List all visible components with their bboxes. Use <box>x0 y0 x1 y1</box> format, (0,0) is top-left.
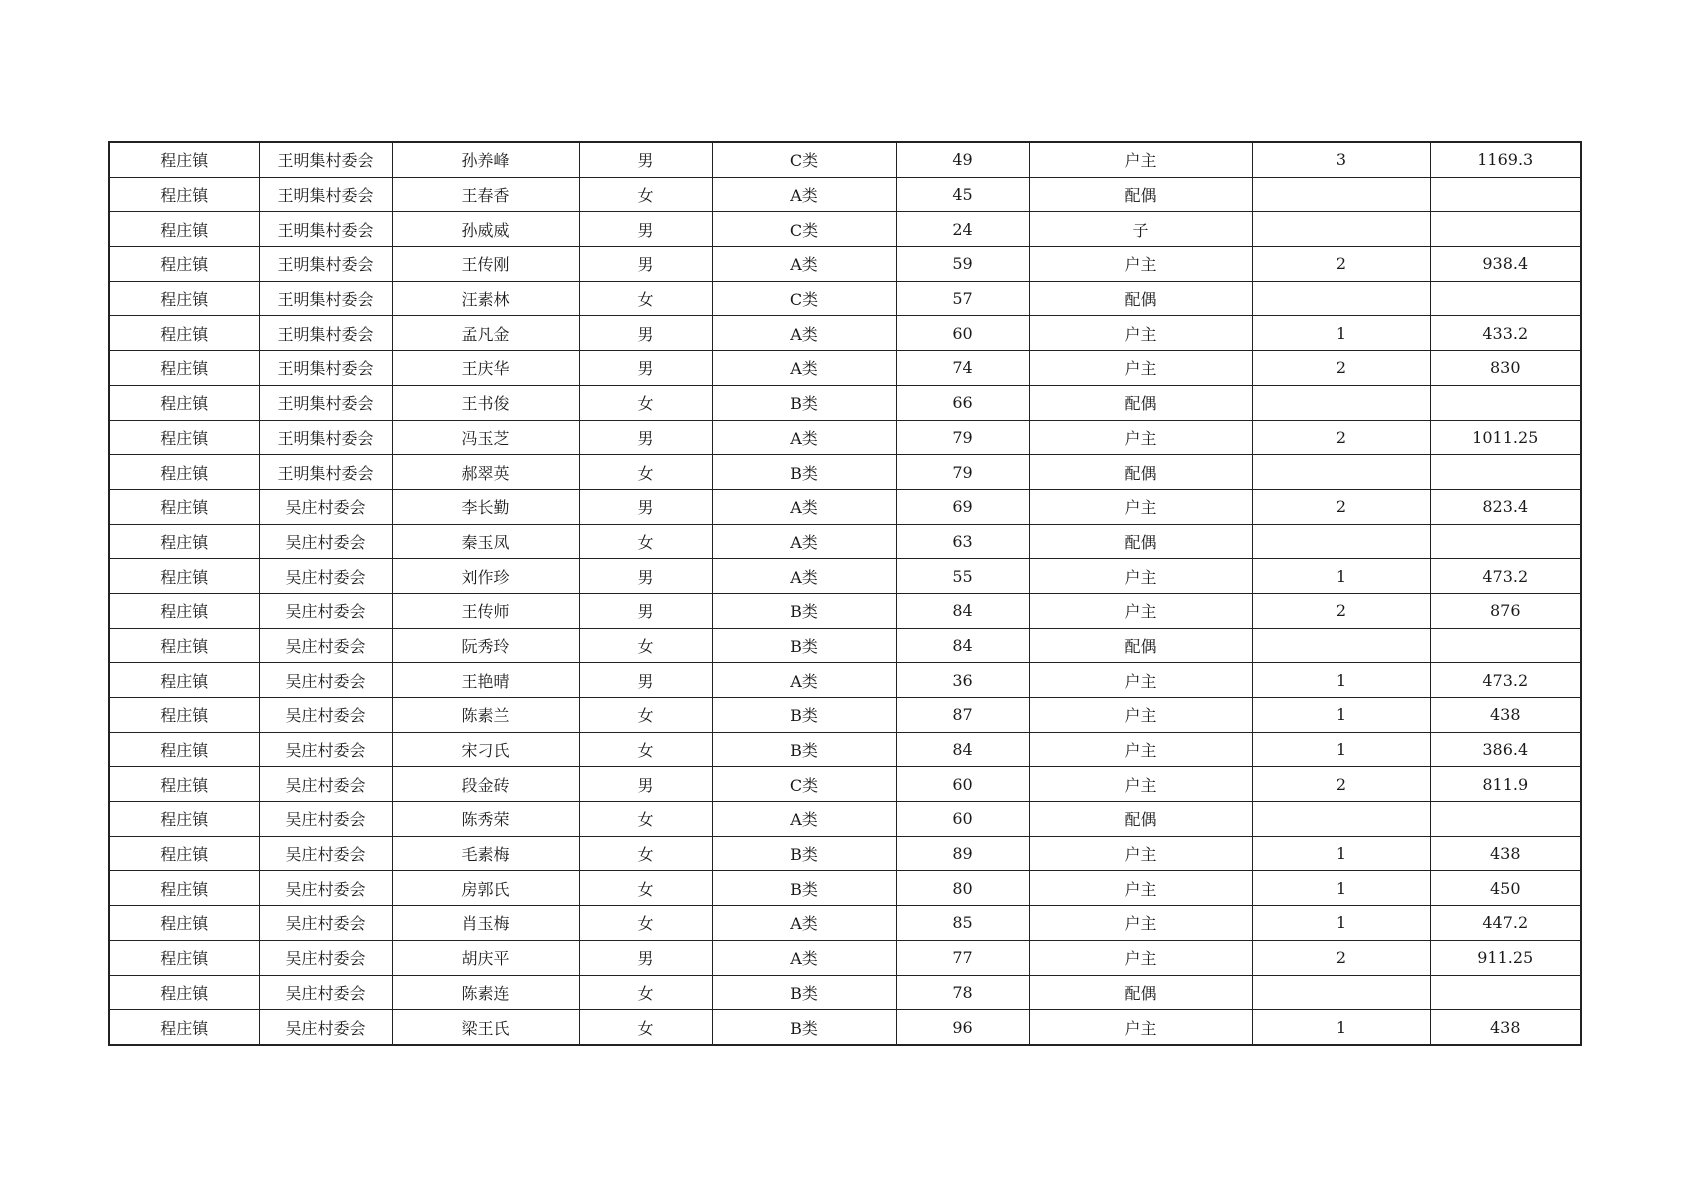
household-size-cell: 1 <box>1252 1010 1430 1045</box>
gender-cell: 男 <box>579 247 712 282</box>
name-cell: 王艳晴 <box>392 663 579 698</box>
age-cell: 84 <box>896 732 1029 767</box>
table-row <box>109 975 1581 1010</box>
category-cell: B类 <box>712 698 896 733</box>
amount-cell <box>1430 802 1581 837</box>
name-cell: 毛素梅 <box>392 836 579 871</box>
amount-cell: 823.4 <box>1430 489 1581 524</box>
relation-cell: 配偶 <box>1029 802 1252 837</box>
relation-cell: 户主 <box>1029 836 1252 871</box>
household-size-cell: 2 <box>1252 593 1430 628</box>
relation-cell: 户主 <box>1029 940 1252 975</box>
category-cell: A类 <box>712 247 896 282</box>
table-row <box>109 247 1581 282</box>
name-cell: 李长勤 <box>392 489 579 524</box>
amount-cell: 450 <box>1430 871 1581 906</box>
village-cell: 王明集村委会 <box>259 351 392 386</box>
amount-cell <box>1430 212 1581 247</box>
age-cell: 55 <box>896 559 1029 594</box>
household-size-cell <box>1252 177 1430 212</box>
category-cell: A类 <box>712 316 896 351</box>
town-cell: 程庄镇 <box>109 906 259 941</box>
village-cell: 吴庄村委会 <box>259 698 392 733</box>
name-cell: 梁王氏 <box>392 1010 579 1045</box>
age-cell: 77 <box>896 940 1029 975</box>
gender-cell: 女 <box>579 524 712 559</box>
name-cell: 刘作珍 <box>392 559 579 594</box>
town-cell: 程庄镇 <box>109 177 259 212</box>
household-size-cell: 2 <box>1252 351 1430 386</box>
age-cell: 85 <box>896 906 1029 941</box>
age-cell: 96 <box>896 1010 1029 1045</box>
table-row <box>109 212 1581 247</box>
household-size-cell: 1 <box>1252 663 1430 698</box>
amount-cell: 811.9 <box>1430 767 1581 802</box>
village-cell: 吴庄村委会 <box>259 663 392 698</box>
relation-cell: 户主 <box>1029 351 1252 386</box>
table-row <box>109 698 1581 733</box>
town-cell: 程庄镇 <box>109 698 259 733</box>
town-cell: 程庄镇 <box>109 489 259 524</box>
name-cell: 王书俊 <box>392 385 579 420</box>
household-size-cell: 2 <box>1252 247 1430 282</box>
name-cell: 陈素兰 <box>392 698 579 733</box>
name-cell: 肖玉梅 <box>392 906 579 941</box>
gender-cell: 女 <box>579 698 712 733</box>
age-cell: 89 <box>896 836 1029 871</box>
category-cell: B类 <box>712 732 896 767</box>
relation-cell: 户主 <box>1029 663 1252 698</box>
category-cell: A类 <box>712 559 896 594</box>
gender-cell: 男 <box>579 593 712 628</box>
name-cell: 宋刁氏 <box>392 732 579 767</box>
relation-cell: 子 <box>1029 212 1252 247</box>
relation-cell: 户主 <box>1029 142 1252 177</box>
town-cell: 程庄镇 <box>109 593 259 628</box>
table-row <box>109 420 1581 455</box>
name-cell: 陈素连 <box>392 975 579 1010</box>
table-row <box>109 142 1581 177</box>
relation-cell: 配偶 <box>1029 455 1252 490</box>
village-cell: 吴庄村委会 <box>259 802 392 837</box>
category-cell: B类 <box>712 975 896 1010</box>
table-body <box>109 142 1581 1045</box>
age-cell: 60 <box>896 767 1029 802</box>
household-size-cell: 2 <box>1252 420 1430 455</box>
document-sheet <box>108 141 1582 1046</box>
age-cell: 45 <box>896 177 1029 212</box>
town-cell: 程庄镇 <box>109 732 259 767</box>
village-cell: 吴庄村委会 <box>259 767 392 802</box>
name-cell: 孙威威 <box>392 212 579 247</box>
amount-cell: 447.2 <box>1430 906 1581 941</box>
name-cell: 王庆华 <box>392 351 579 386</box>
gender-cell: 男 <box>579 212 712 247</box>
age-cell: 78 <box>896 975 1029 1010</box>
relation-cell: 配偶 <box>1029 975 1252 1010</box>
age-cell: 60 <box>896 316 1029 351</box>
household-size-cell: 2 <box>1252 489 1430 524</box>
town-cell: 程庄镇 <box>109 212 259 247</box>
table-row <box>109 177 1581 212</box>
town-cell: 程庄镇 <box>109 663 259 698</box>
village-cell: 王明集村委会 <box>259 316 392 351</box>
amount-cell: 438 <box>1430 1010 1581 1045</box>
name-cell: 阮秀玲 <box>392 628 579 663</box>
amount-cell: 473.2 <box>1430 559 1581 594</box>
village-cell: 王明集村委会 <box>259 385 392 420</box>
name-cell: 王春香 <box>392 177 579 212</box>
table-row <box>109 385 1581 420</box>
amount-cell: 473.2 <box>1430 663 1581 698</box>
gender-cell: 男 <box>579 489 712 524</box>
town-cell: 程庄镇 <box>109 524 259 559</box>
name-cell: 冯玉芝 <box>392 420 579 455</box>
village-cell: 吴庄村委会 <box>259 628 392 663</box>
category-cell: A类 <box>712 489 896 524</box>
name-cell: 房郭氏 <box>392 871 579 906</box>
amount-cell: 876 <box>1430 593 1581 628</box>
table-row <box>109 836 1581 871</box>
category-cell: B类 <box>712 593 896 628</box>
age-cell: 66 <box>896 385 1029 420</box>
amount-cell <box>1430 455 1581 490</box>
age-cell: 69 <box>896 489 1029 524</box>
gender-cell: 女 <box>579 628 712 663</box>
table-row <box>109 767 1581 802</box>
age-cell: 57 <box>896 281 1029 316</box>
village-cell: 吴庄村委会 <box>259 836 392 871</box>
town-cell: 程庄镇 <box>109 767 259 802</box>
table-row <box>109 455 1581 490</box>
name-cell: 秦玉凤 <box>392 524 579 559</box>
relation-cell: 户主 <box>1029 593 1252 628</box>
category-cell: A类 <box>712 940 896 975</box>
category-cell: A类 <box>712 420 896 455</box>
table-row <box>109 489 1581 524</box>
amount-cell <box>1430 628 1581 663</box>
gender-cell: 女 <box>579 455 712 490</box>
table-row <box>109 316 1581 351</box>
amount-cell <box>1430 385 1581 420</box>
table-row <box>109 871 1581 906</box>
table-row <box>109 906 1581 941</box>
gender-cell: 女 <box>579 1010 712 1045</box>
relation-cell: 配偶 <box>1029 281 1252 316</box>
village-cell: 王明集村委会 <box>259 177 392 212</box>
village-cell: 吴庄村委会 <box>259 593 392 628</box>
gender-cell: 男 <box>579 142 712 177</box>
relation-cell: 户主 <box>1029 698 1252 733</box>
age-cell: 87 <box>896 698 1029 733</box>
town-cell: 程庄镇 <box>109 1010 259 1045</box>
age-cell: 80 <box>896 871 1029 906</box>
table-row <box>109 559 1581 594</box>
category-cell: B类 <box>712 871 896 906</box>
table-row <box>109 524 1581 559</box>
relation-cell: 配偶 <box>1029 177 1252 212</box>
household-size-cell: 3 <box>1252 142 1430 177</box>
town-cell: 程庄镇 <box>109 281 259 316</box>
town-cell: 程庄镇 <box>109 836 259 871</box>
town-cell: 程庄镇 <box>109 940 259 975</box>
table-row <box>109 940 1581 975</box>
amount-cell: 433.2 <box>1430 316 1581 351</box>
gender-cell: 男 <box>579 559 712 594</box>
household-size-cell: 1 <box>1252 732 1430 767</box>
household-size-cell <box>1252 802 1430 837</box>
village-cell: 王明集村委会 <box>259 142 392 177</box>
age-cell: 59 <box>896 247 1029 282</box>
household-size-cell: 1 <box>1252 871 1430 906</box>
gender-cell: 男 <box>579 316 712 351</box>
gender-cell: 女 <box>579 177 712 212</box>
village-cell: 吴庄村委会 <box>259 871 392 906</box>
relation-cell: 户主 <box>1029 871 1252 906</box>
name-cell: 汪素林 <box>392 281 579 316</box>
household-size-cell: 1 <box>1252 836 1430 871</box>
village-cell: 吴庄村委会 <box>259 559 392 594</box>
village-cell: 吴庄村委会 <box>259 524 392 559</box>
relation-cell: 户主 <box>1029 489 1252 524</box>
household-size-cell: 1 <box>1252 559 1430 594</box>
age-cell: 49 <box>896 142 1029 177</box>
amount-cell: 386.4 <box>1430 732 1581 767</box>
gender-cell: 女 <box>579 802 712 837</box>
table-row <box>109 351 1581 386</box>
category-cell: C类 <box>712 142 896 177</box>
household-size-cell: 1 <box>1252 906 1430 941</box>
town-cell: 程庄镇 <box>109 420 259 455</box>
village-cell: 吴庄村委会 <box>259 975 392 1010</box>
relation-cell: 配偶 <box>1029 385 1252 420</box>
town-cell: 程庄镇 <box>109 975 259 1010</box>
gender-cell: 女 <box>579 836 712 871</box>
age-cell: 84 <box>896 628 1029 663</box>
relation-cell: 配偶 <box>1029 524 1252 559</box>
town-cell: 程庄镇 <box>109 455 259 490</box>
age-cell: 84 <box>896 593 1029 628</box>
village-cell: 吴庄村委会 <box>259 906 392 941</box>
household-size-cell <box>1252 628 1430 663</box>
age-cell: 74 <box>896 351 1029 386</box>
gender-cell: 女 <box>579 385 712 420</box>
name-cell: 胡庆平 <box>392 940 579 975</box>
category-cell: C类 <box>712 767 896 802</box>
data-table <box>108 141 1582 1046</box>
relation-cell: 户主 <box>1029 316 1252 351</box>
category-cell: A类 <box>712 177 896 212</box>
gender-cell: 男 <box>579 351 712 386</box>
village-cell: 吴庄村委会 <box>259 940 392 975</box>
amount-cell <box>1430 177 1581 212</box>
gender-cell: 男 <box>579 767 712 802</box>
table-row <box>109 593 1581 628</box>
household-size-cell: 2 <box>1252 767 1430 802</box>
amount-cell <box>1430 524 1581 559</box>
relation-cell: 户主 <box>1029 1010 1252 1045</box>
name-cell: 郝翠英 <box>392 455 579 490</box>
relation-cell: 户主 <box>1029 559 1252 594</box>
household-size-cell <box>1252 281 1430 316</box>
table-row <box>109 1010 1581 1045</box>
household-size-cell <box>1252 455 1430 490</box>
town-cell: 程庄镇 <box>109 142 259 177</box>
amount-cell: 1169.3 <box>1430 142 1581 177</box>
village-cell: 吴庄村委会 <box>259 489 392 524</box>
amount-cell: 911.25 <box>1430 940 1581 975</box>
town-cell: 程庄镇 <box>109 247 259 282</box>
household-size-cell: 1 <box>1252 698 1430 733</box>
name-cell: 段金砖 <box>392 767 579 802</box>
age-cell: 79 <box>896 420 1029 455</box>
amount-cell <box>1430 281 1581 316</box>
village-cell: 王明集村委会 <box>259 455 392 490</box>
gender-cell: 女 <box>579 906 712 941</box>
category-cell: C类 <box>712 281 896 316</box>
household-size-cell <box>1252 524 1430 559</box>
amount-cell: 438 <box>1430 836 1581 871</box>
town-cell: 程庄镇 <box>109 385 259 420</box>
relation-cell: 户主 <box>1029 906 1252 941</box>
amount-cell: 438 <box>1430 698 1581 733</box>
household-size-cell: 2 <box>1252 940 1430 975</box>
town-cell: 程庄镇 <box>109 351 259 386</box>
name-cell: 王传刚 <box>392 247 579 282</box>
age-cell: 36 <box>896 663 1029 698</box>
village-cell: 吴庄村委会 <box>259 1010 392 1045</box>
name-cell: 孟凡金 <box>392 316 579 351</box>
category-cell: A类 <box>712 663 896 698</box>
relation-cell: 配偶 <box>1029 628 1252 663</box>
category-cell: A类 <box>712 906 896 941</box>
gender-cell: 女 <box>579 732 712 767</box>
village-cell: 吴庄村委会 <box>259 732 392 767</box>
town-cell: 程庄镇 <box>109 802 259 837</box>
table-row <box>109 663 1581 698</box>
category-cell: B类 <box>712 836 896 871</box>
gender-cell: 男 <box>579 420 712 455</box>
gender-cell: 女 <box>579 281 712 316</box>
category-cell: C类 <box>712 212 896 247</box>
relation-cell: 户主 <box>1029 420 1252 455</box>
gender-cell: 男 <box>579 940 712 975</box>
amount-cell: 1011.25 <box>1430 420 1581 455</box>
town-cell: 程庄镇 <box>109 871 259 906</box>
gender-cell: 男 <box>579 663 712 698</box>
household-size-cell <box>1252 975 1430 1010</box>
household-size-cell <box>1252 385 1430 420</box>
category-cell: B类 <box>712 1010 896 1045</box>
table-row <box>109 732 1581 767</box>
table-row <box>109 802 1581 837</box>
name-cell: 王传师 <box>392 593 579 628</box>
household-size-cell <box>1252 212 1430 247</box>
table-row <box>109 281 1581 316</box>
category-cell: B类 <box>712 455 896 490</box>
name-cell: 孙养峰 <box>392 142 579 177</box>
amount-cell: 938.4 <box>1430 247 1581 282</box>
age-cell: 24 <box>896 212 1029 247</box>
town-cell: 程庄镇 <box>109 628 259 663</box>
amount-cell <box>1430 975 1581 1010</box>
village-cell: 王明集村委会 <box>259 247 392 282</box>
town-cell: 程庄镇 <box>109 316 259 351</box>
town-cell: 程庄镇 <box>109 559 259 594</box>
gender-cell: 女 <box>579 975 712 1010</box>
age-cell: 60 <box>896 802 1029 837</box>
category-cell: A类 <box>712 524 896 559</box>
name-cell: 陈秀荣 <box>392 802 579 837</box>
relation-cell: 户主 <box>1029 247 1252 282</box>
amount-cell: 830 <box>1430 351 1581 386</box>
village-cell: 王明集村委会 <box>259 281 392 316</box>
household-size-cell: 1 <box>1252 316 1430 351</box>
relation-cell: 户主 <box>1029 767 1252 802</box>
table-row <box>109 628 1581 663</box>
category-cell: B类 <box>712 628 896 663</box>
age-cell: 63 <box>896 524 1029 559</box>
category-cell: A类 <box>712 351 896 386</box>
village-cell: 王明集村委会 <box>259 420 392 455</box>
relation-cell: 户主 <box>1029 732 1252 767</box>
age-cell: 79 <box>896 455 1029 490</box>
category-cell: A类 <box>712 802 896 837</box>
category-cell: B类 <box>712 385 896 420</box>
gender-cell: 女 <box>579 871 712 906</box>
village-cell: 王明集村委会 <box>259 212 392 247</box>
